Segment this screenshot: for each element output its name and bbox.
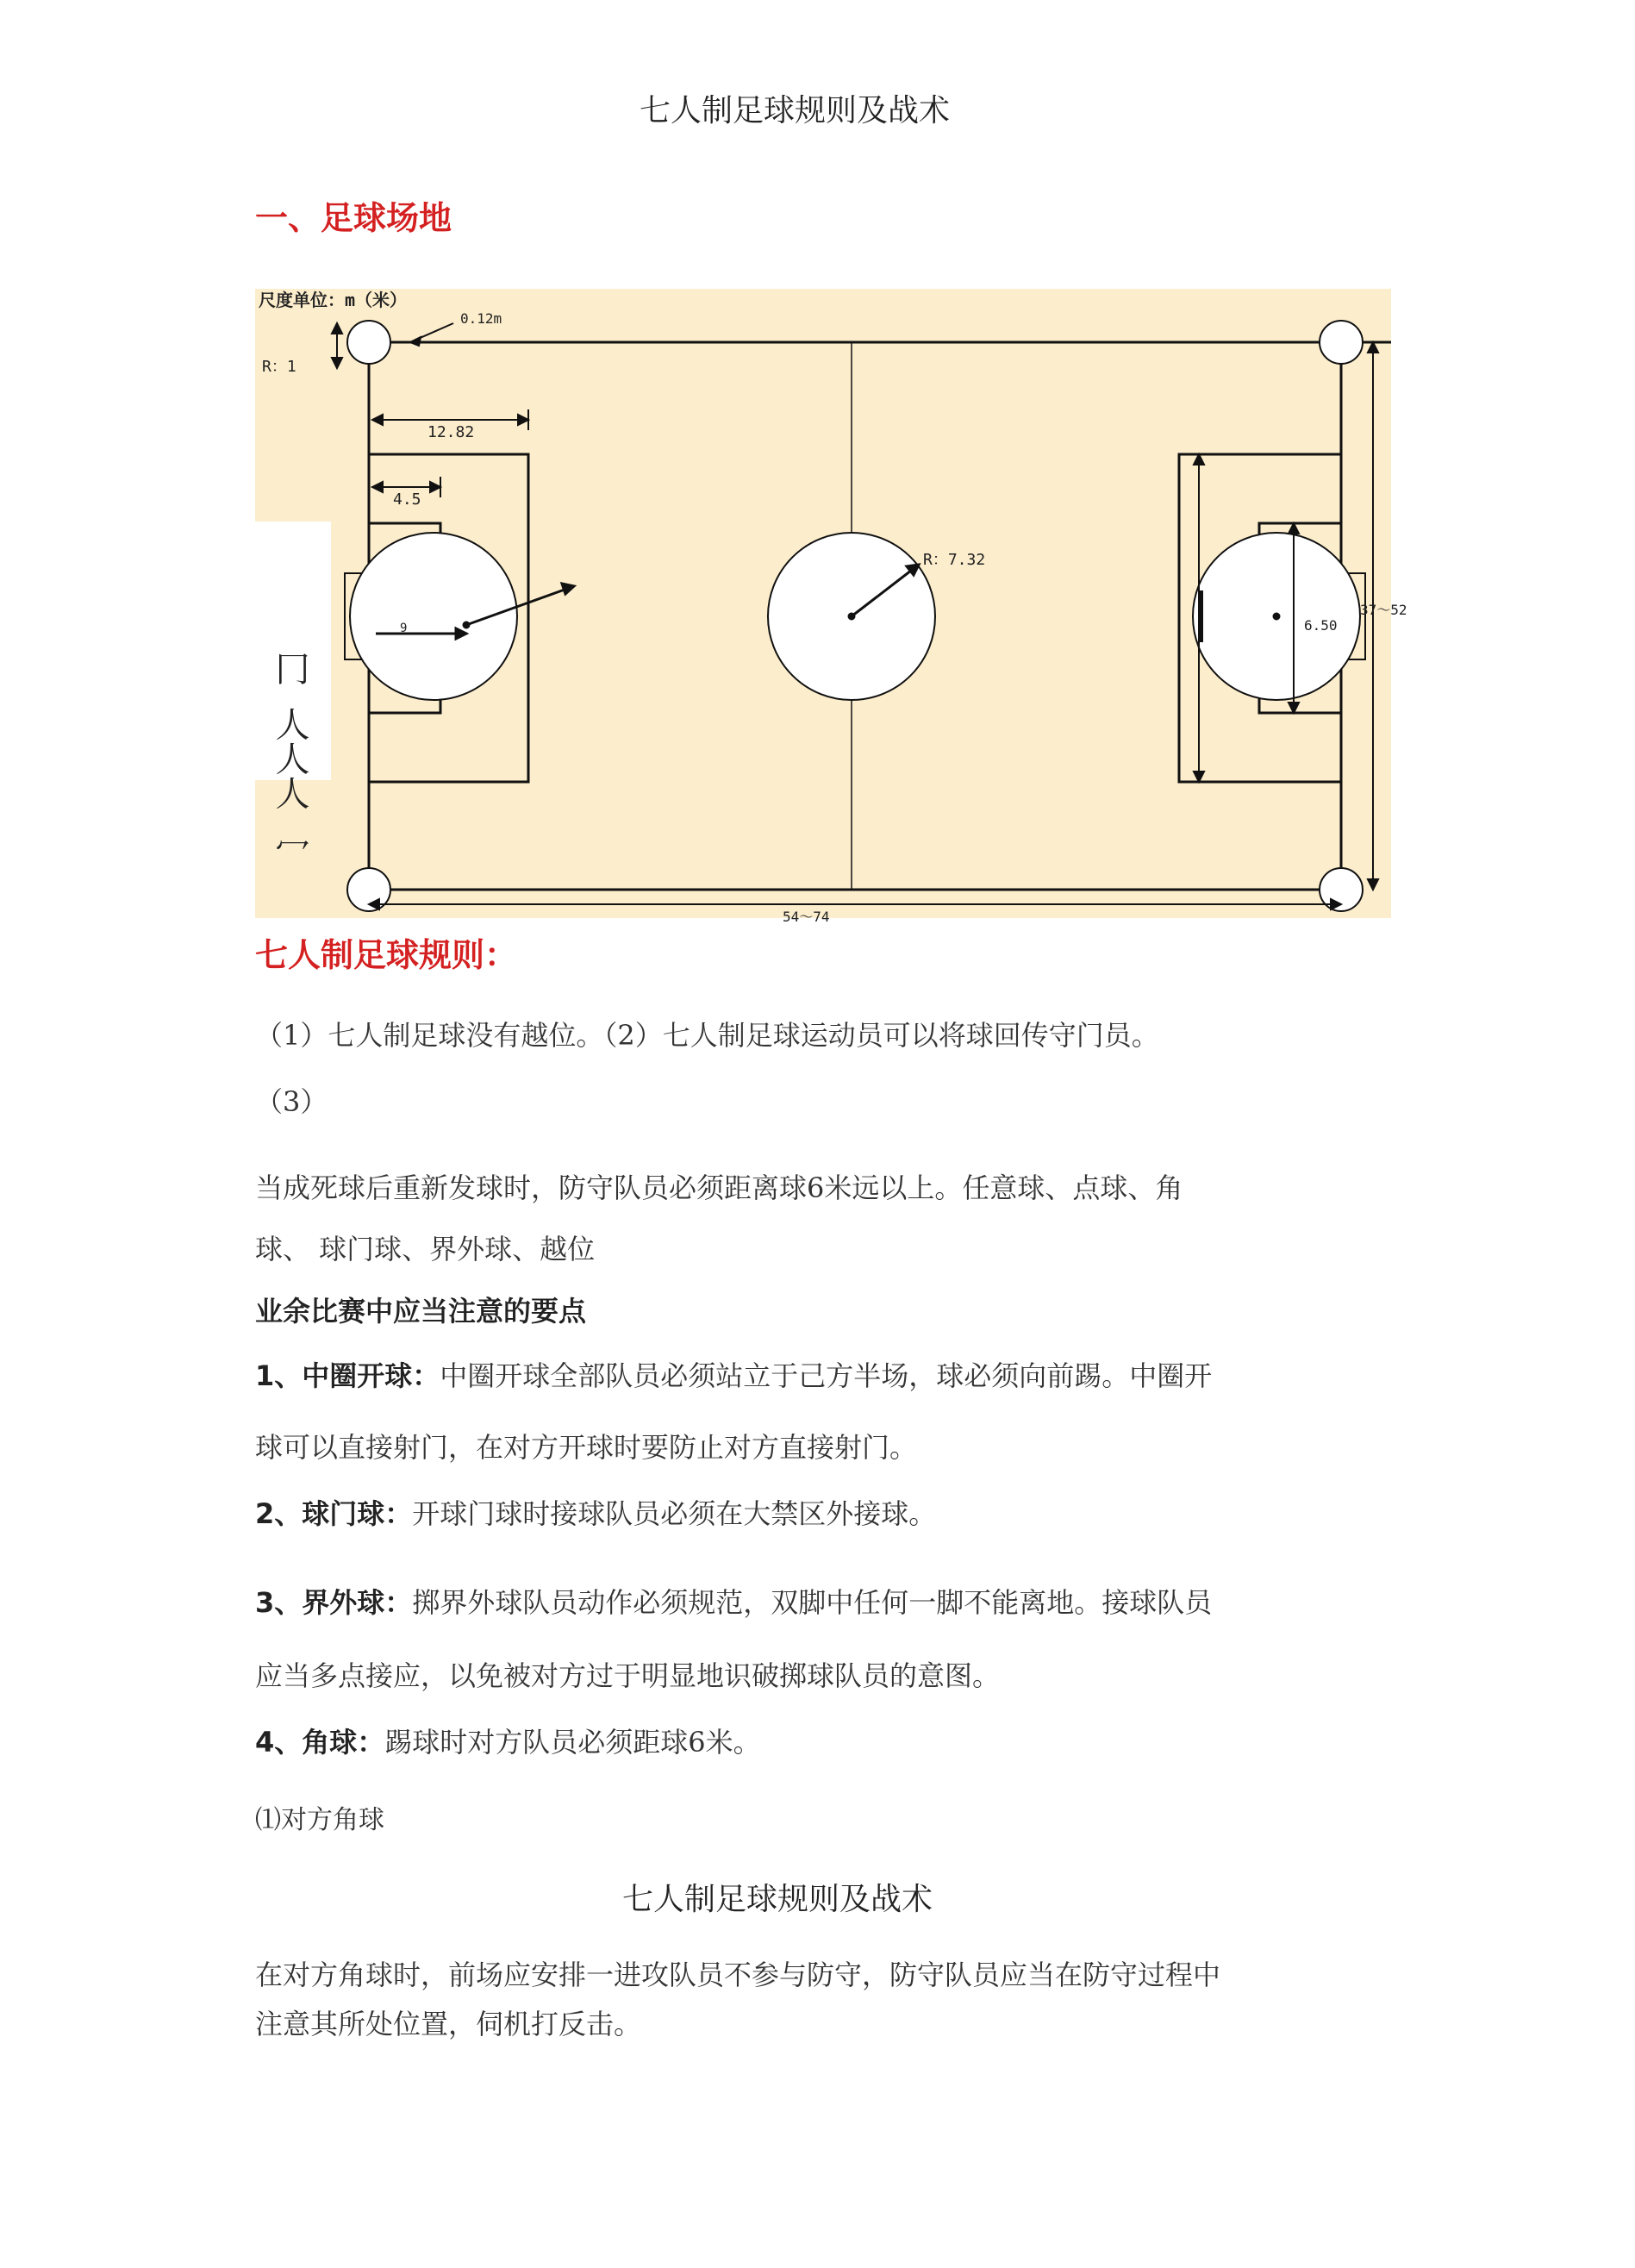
point-4-label: 角球：: [302, 1726, 385, 1759]
dim-goal-area-width: 6.50: [1304, 617, 1338, 634]
unit-label: 尺度单位：m（米）: [259, 290, 408, 310]
rule-line-2: （3）: [255, 1085, 328, 1118]
dim-center-radius: R：7.32: [923, 551, 986, 569]
point-3-line-b: 应当多点接应，以免被对方过于明显地识破掷球队员的意图。: [255, 1659, 1001, 1692]
point-3-line-a: [255, 1586, 1213, 1619]
page-title-repeat: 七人制足球规则及战术: [622, 1882, 933, 1917]
dim-goal-area-depth: 4.5: [393, 490, 421, 509]
closing-line-a: 在对方角球时，前场应安排一进攻队员不参与防守，防守队员应当在防守过程中: [255, 1959, 1221, 1991]
rule-line-3a: 当成死球后重新发球时，防守队员必须距离球6米远以上。任意球、点球、角: [255, 1171, 1183, 1204]
corner-arc-top-left: [347, 321, 390, 364]
side-glyphs: 冂 人人人 冖: [270, 651, 309, 865]
amateur-heading: 业余比赛中应当注意的要点: [255, 1295, 587, 1328]
rule-line-1: （1）七人制足球没有越位。（2）七人制足球运动员可以将球回传守门员。: [255, 1019, 1159, 1052]
point-1-line-a: [255, 1359, 1213, 1392]
point-3-label: 界外球：: [302, 1586, 413, 1619]
point-4-line: [255, 1726, 761, 1759]
point-2-num: 2、: [255, 1497, 303, 1530]
point-2-line: [255, 1497, 937, 1530]
dim-spot: 9: [400, 622, 408, 635]
point-4-num: 4、: [255, 1726, 303, 1759]
point-2-label: 球门球：: [302, 1497, 413, 1530]
rules-heading: 七人制足球规则：: [255, 936, 518, 974]
line-width-label: 0.12m: [460, 310, 502, 327]
page-title: 七人制足球规则及战术: [640, 93, 951, 128]
rule-line-3b: 球、 球门球、界外球、越位: [255, 1233, 596, 1265]
dim-field-width: 37～52: [1360, 602, 1407, 618]
point-1-text: 中圈开球全部队员必须站立于己方半场，球必须向前踢。中圈开: [440, 1359, 1213, 1392]
point-1-num: 1、: [255, 1359, 303, 1392]
dim-field-length: 54～74: [783, 909, 830, 925]
point-2-text: 开球门球时接球队员必须在大禁区外接球。: [412, 1497, 937, 1530]
point-3-text: 掷界外球队员动作必须规范，双脚中任何一脚不能离地。接球队员: [412, 1586, 1213, 1619]
closing-line-b: 注意其所处位置，伺机打反击。: [255, 2008, 642, 2040]
point-3-num: 3、: [255, 1586, 303, 1619]
dim-penalty-depth: 12.82: [427, 423, 475, 441]
point-1-label: 中圈开球：: [302, 1359, 440, 1392]
point-4-text: 踢球时对方队员必须距球6米。: [384, 1726, 761, 1759]
sub-item-corner: ⑴对方角球: [255, 1805, 384, 1835]
corner-arc-top-right: [1320, 321, 1363, 364]
point-1-line-b: 球可以直接射门，在对方开球时要防止对方直接射门。: [255, 1431, 918, 1464]
section-heading-field: 一、足球场地: [255, 199, 452, 237]
field-diagram: [255, 289, 1407, 925]
corner-radius-label: R：1: [262, 358, 296, 376]
